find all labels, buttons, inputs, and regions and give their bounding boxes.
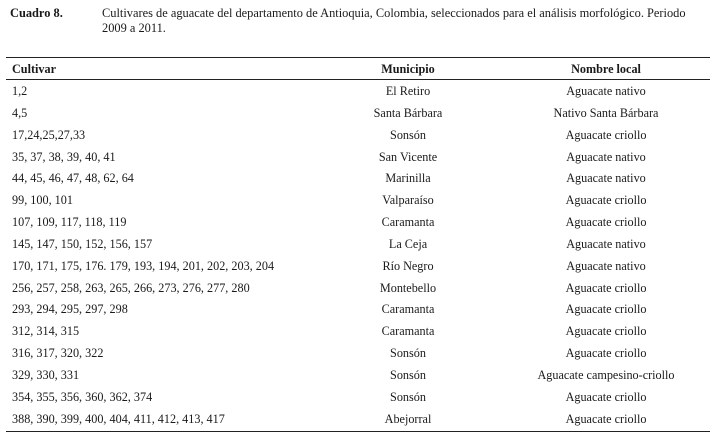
cell-nombre-local: Aguacate criollo: [565, 193, 647, 208]
cell-municipio: Caramanta: [381, 215, 435, 230]
cell-nombre-local: Aguacate nativo: [566, 258, 646, 273]
caption-line-2: [10, 21, 710, 36]
cell-cultivar: 316, 317, 320, 322: [12, 346, 104, 361]
header-cultivar: Cultivar: [12, 62, 57, 76]
table-row: [0, 212, 716, 234]
cell-cultivar: 354, 355, 356, 360, 362, 374: [12, 389, 153, 404]
table-top-rule: [6, 57, 710, 58]
cell-cultivar: 17,24,25,27,33: [12, 127, 86, 142]
cell-nombre-local: Aguacate criollo: [565, 389, 647, 404]
cell-nombre-local: Aguacate criollo: [565, 215, 647, 230]
cell-municipio: Río Negro: [382, 258, 434, 273]
cell-cultivar: 329, 330, 331: [12, 367, 80, 382]
table-row: [0, 387, 716, 409]
table-bottom-rule: [6, 431, 710, 432]
table-row: [0, 190, 716, 212]
caption-text-line-1: Cultivares de aguacate del departamento de Antioquia, Colombia, seleccionados para el análisis morfológico. Periodo: [102, 6, 686, 20]
cell-nombre-local: Aguacate nativo: [566, 84, 646, 98]
caption-text-line-2: 2009 a 2011.: [102, 21, 166, 35]
cell-municipio: Marinilla: [385, 171, 431, 186]
cell-cultivar: 256, 257, 258, 263, 265, 266, 273, 276, 277, 280: [12, 280, 250, 295]
cell-municipio: Sonsón: [390, 389, 426, 404]
header-nombre-local: Nombre local: [571, 62, 641, 76]
cell-cultivar: 4,5: [12, 105, 28, 120]
cell-nombre-local: Aguacate nativo: [566, 149, 646, 164]
table-row: [0, 256, 716, 278]
cell-nombre-local: Aguacate criollo: [565, 280, 647, 295]
cell-municipio: La Ceja: [388, 236, 428, 251]
cell-municipio: Sonsón: [390, 127, 426, 142]
cell-cultivar: 293, 294, 295, 297, 298: [12, 302, 128, 317]
table-row: [0, 299, 716, 321]
cell-municipio: Sonsón: [390, 367, 426, 382]
table-row: [0, 343, 716, 365]
table-row: [0, 365, 716, 387]
cell-nombre-local: Aguacate criollo: [565, 346, 647, 361]
cell-nombre-local: Aguacate criollo: [565, 411, 647, 426]
caption-line-1: [10, 6, 710, 21]
cell-nombre-local: Aguacate campesino-criollo: [537, 367, 675, 382]
table-header-row: [0, 59, 716, 79]
caption-label: Cuadro 8.: [10, 6, 63, 20]
table-row: [0, 409, 716, 431]
table-row: [0, 81, 716, 103]
cell-cultivar: 107, 109, 117, 118, 119: [12, 215, 127, 230]
table-row: [0, 278, 716, 300]
cell-cultivar: 145, 147, 150, 152, 156, 157: [12, 236, 153, 251]
cell-municipio: Caramanta: [381, 302, 435, 317]
cell-municipio: San Vicente: [378, 149, 438, 164]
cell-nombre-local: Nativo Santa Bárbara: [553, 105, 659, 120]
cell-municipio: Caramanta: [381, 324, 435, 339]
cell-municipio: Sonsón: [390, 346, 426, 361]
cell-nombre-local: Aguacate criollo: [565, 324, 647, 339]
cell-cultivar: 35, 37, 38, 39, 40, 41: [12, 149, 116, 164]
table-body: [0, 81, 716, 431]
table-caption: [10, 6, 710, 36]
cell-municipio: Santa Bárbara: [373, 105, 443, 120]
cell-municipio: Montebello: [379, 280, 437, 295]
cell-cultivar: 312, 314, 315: [12, 324, 80, 339]
cell-cultivar: 1,2: [12, 84, 28, 98]
cell-municipio: Abejorral: [384, 411, 432, 426]
cell-nombre-local: Aguacate criollo: [565, 302, 647, 317]
table-row: [0, 234, 716, 256]
table-row: [0, 103, 716, 125]
table-row: [0, 321, 716, 343]
cell-cultivar: 170, 171, 175, 176. 179, 193, 194, 201, 202, 203, 204: [12, 258, 275, 273]
cell-cultivar: 99, 100, 101: [12, 193, 73, 208]
cell-municipio: El Retiro: [385, 84, 431, 98]
header-municipio: Municipio: [381, 62, 435, 76]
cell-nombre-local: Aguacate criollo: [565, 127, 647, 142]
table-row: [0, 147, 716, 169]
cell-cultivar: 388, 390, 399, 400, 404, 411, 412, 413, 417: [12, 411, 225, 426]
table-row: [0, 168, 716, 190]
cell-municipio: Valparaíso: [382, 193, 434, 208]
cell-nombre-local: Aguacate nativo: [566, 171, 646, 186]
table-row: [0, 125, 716, 147]
cell-cultivar: 44, 45, 46, 47, 48, 62, 64: [12, 171, 134, 186]
cell-nombre-local: Aguacate nativo: [566, 236, 646, 251]
cultivar-table: [0, 59, 716, 429]
